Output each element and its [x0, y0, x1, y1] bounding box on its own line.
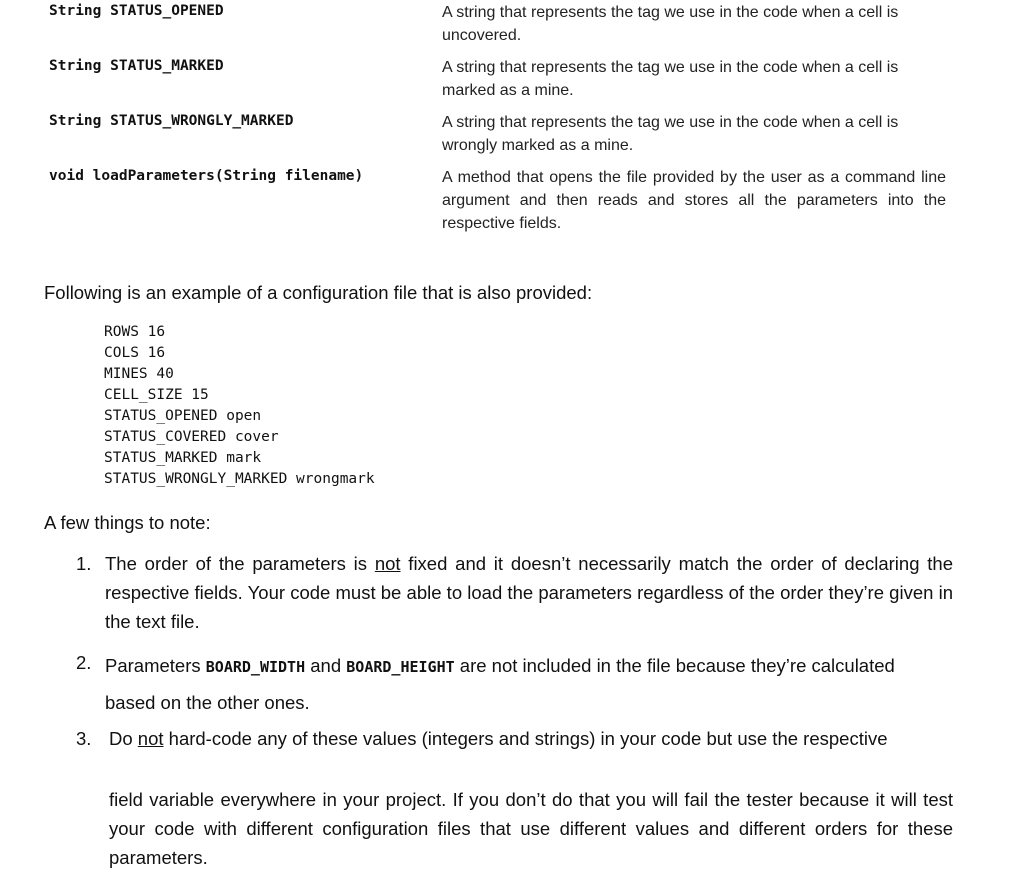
note-number: 3.: [76, 728, 92, 749]
note-text: Do: [109, 728, 138, 749]
config-intro-text: Following is an example of a configuration file that is also provided:: [44, 282, 593, 303]
note-number: 1.: [76, 553, 92, 574]
note-text: fixed and it doesn’t necessarily match the order of declaring the respective fields. Your code must be able to load the parameters regardless of the order they’re given in the text file.: [105, 553, 953, 632]
note-text: and: [305, 655, 347, 676]
note-item-continued: field variable everywhere in your project. If you don’t do that you will fail the tester because it will test your code with different configuration files that use different values and different orders for these parameters.: [109, 789, 953, 868]
method-signature: void loadParameters(String filename): [49, 168, 364, 184]
config-line: STATUS_COVERED cover: [104, 429, 279, 445]
config-line: COLS 16: [104, 345, 166, 361]
note-number: 2.: [76, 652, 92, 673]
field-description: A string that represents the tag we use in the code when a cell is uncovered.: [442, 4, 899, 44]
note-item: [105, 549, 953, 636]
note-text: hard-code any of these values (integers and strings) in your code but use the respective: [163, 728, 888, 749]
note-item: [109, 724, 953, 753]
config-line: STATUS_OPENED open: [104, 408, 262, 424]
field-description: A string that represents the tag we use in the code when a cell is wrongly marked as a mine.: [442, 114, 899, 154]
note-text: are not included in the file because they’re calculated: [454, 655, 895, 676]
config-line: CELL_SIZE 15: [104, 387, 209, 403]
config-line: STATUS_WRONGLY_MARKED wrongmark: [104, 471, 375, 487]
note-code: BOARD_HEIGHT: [346, 658, 455, 676]
note-item: [105, 648, 953, 720]
config-line: ROWS 16: [104, 324, 166, 340]
note-underlined-word: not: [374, 553, 401, 574]
field-signature: String STATUS_WRONGLY_MARKED: [49, 113, 294, 129]
field-signature: String STATUS_OPENED: [49, 3, 224, 19]
notes-heading: A few things to note:: [44, 512, 211, 533]
note-text: Parameters: [105, 655, 206, 676]
note-underlined-word: not: [137, 728, 164, 749]
note-code: BOARD_WIDTH: [205, 658, 306, 676]
config-file-example: [104, 322, 375, 490]
method-description: A method that opens the file provided by the user as a command line argument and then reads and stores all the parameters into the respective fields.: [442, 169, 946, 232]
note-text: based on the other ones.: [105, 692, 310, 713]
config-line: MINES 40: [104, 366, 174, 382]
field-signature: String STATUS_MARKED: [49, 58, 224, 74]
note-text: The order of the parameters is: [105, 553, 375, 574]
config-line: STATUS_MARKED mark: [104, 450, 262, 466]
field-description: A string that represents the tag we use in the code when a cell is marked as a mine.: [442, 59, 899, 99]
